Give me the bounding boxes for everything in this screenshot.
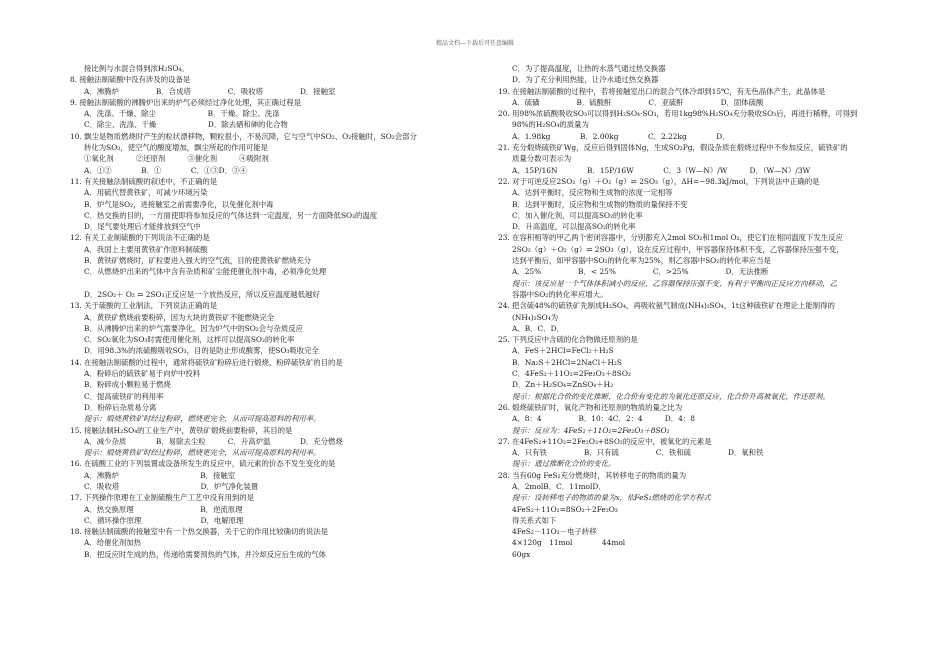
question-line: 18. 接触法制硫酸的接触室中有一个热交换器，关于它的作用比较确切的说法是	[70, 527, 328, 537]
text-line: C．循环操作原理 D．电解原理	[84, 515, 244, 525]
question-line: 9. 接触法制硫酸的沸腾炉出来的炉气必须经过净化处理，其正确过程是	[70, 97, 302, 107]
text-line: A．1.98kg B．2.00kg C．2.22kg D．	[512, 131, 730, 141]
text-line: C．为了提高温度，让热的水蒸气通过热交换器	[512, 64, 666, 73]
text-line: B．把反应时生成的热，传递给需要预热的气体，并冷却反应后生成的气体	[84, 549, 326, 559]
question-line: 28. 当有60g FeS₂充分燃烧时，其转移电子的物质的量为	[498, 470, 687, 480]
text-line: B．炉气是SO₂，进接触室之前需要净化，以免催化剂中毒	[84, 199, 274, 209]
text-line: A．热交换原理 B．逆流原理	[84, 504, 243, 514]
question-line: 14. 在接触法制硫酸的过程中，通常将硫铁矿粉碎后进行煅烧，粉碎硫铁矿的目的是	[70, 357, 343, 367]
text-line: A．①② B．① C．①③D．③④	[84, 165, 247, 175]
left-column	[70, 63, 495, 560]
text-line: A．洗涤、干燥、除尘 B．干燥、除尘、洗涤	[84, 109, 280, 119]
text-line: D．粉碎后杂质易分离	[84, 402, 157, 412]
text-line: A．给催化剂加热	[84, 538, 142, 548]
text-line: 容器中SO₂的转化率应增大。	[512, 289, 608, 299]
text-line: D．尾气要处理后才能排放到空气中	[84, 222, 201, 232]
question-line: 23. 在容积相等的甲乙两个密闭容器中，分别都充入2mol SO₂和1mol O₂，使它们在相同温度下发生反应	[498, 233, 844, 243]
text-line: 2SO₂（g）＋O₂（g）⇌ 2SO₃（g），设在反应过程中，甲容器保持体积不变，乙容器保持压强不变，	[512, 244, 844, 254]
question-line: 27. 在4FeS₂+11O₂=2Fe₂O₃+8SO₂的反应中，被氧化的元素是	[498, 436, 712, 446]
hint-line: 提示：通过推断化合价的变化。	[512, 459, 616, 469]
text-line: A．FeS＋2HCl=FeCl₂＋H₂S	[512, 346, 614, 356]
text-line: D．2SO₂＋ O₂ ⇌ 2SO₃正反应是一个放热反应，所以反应温度越低越好	[84, 289, 320, 299]
text-line: A．25% B．< 25% C．>25% D．无法推断	[512, 267, 769, 277]
text-line: B．达到平衡时，反应物和生成物的物质的量保持不变	[512, 199, 688, 209]
question-line: 15. 接触法制H₂SO₄的工业生产中，黄铁矿煅烧前要粉碎，其目的是	[70, 425, 293, 435]
text-line: 得关系式如下	[512, 515, 557, 525]
text-line: C．热交换的目的，一方面使即将参加反应的气体达到一定温度，另一方面降低SO₃的温度	[84, 210, 378, 220]
question-line: 12. 有关工业制硫酸的下列说法不正确的是	[70, 233, 210, 243]
text-line: C．4FeS₂＋11O₂=2Fe₂O₃＋8SO₂	[512, 369, 631, 379]
text-line: 转化为SO₃，使空气的酸度增加，飘尘所起的作用可能是	[84, 143, 269, 153]
question-line: 8. 接触法制硫酸中没有涉及的设备是	[70, 75, 191, 85]
text-line: C．提高硫铁矿的利用率	[84, 391, 164, 401]
text-line: C．从燃烧炉出来的气体中含有杂质和矿尘能使催化剂中毒，必须净化处理	[84, 267, 327, 277]
text-line: A．减少杂质 B．易除去尘粒 C．升高炉温 D．充分燃烧	[84, 436, 343, 446]
text-line: A．B．C．D．	[512, 323, 564, 333]
text-line: A．我国上主要用黄铁矿作原料制硫酸	[84, 244, 208, 254]
text-line: C．加入催化剂，可以提高SO₂的转化率	[512, 210, 643, 220]
text-line: 98%的H₂SO₄的质量为	[512, 120, 589, 130]
text-line: (NH₄)₂SO₄为	[512, 312, 559, 322]
text-line: ①氧化剂 ②还原剂 ③催化剂 ④吸附剂	[84, 154, 269, 164]
hint-line: 提示：该反应是一个气体体积减小的反应，乙容器保持压强不变，有利于平衡向正反应方向移动，乙	[512, 278, 838, 288]
text-line: D．为了充分利用热能，让冷水通过热交换器	[512, 75, 659, 85]
question-line: 16. 在硫酸工业的下列装置或设备所发生的反应中，硫元素的价态不发生变化的是	[70, 459, 336, 469]
question-line: 24. 把含硫48%的硫铁矿先制成H₂SO₄，再吸收氨气制成(NH₄)₂SO₄，1t这种硫铁矿在理论上能制得的	[498, 301, 835, 311]
text-line: C．除尘、洗涤、干燥 D．除去硒和砷的化合物	[84, 120, 288, 130]
text-line	[70, 278, 495, 289]
question-line: 22. 对于可逆反应2SO₂（g）＋O₂（g）⇌ 2SO₃（g），ΔH=−98.3kJ/mol，下列说法中正确的是	[498, 176, 820, 186]
text-line: 达到平衡后，如甲容器中SO₂的转化率为25%，则乙容器中SO₂的转化率应当是	[512, 256, 771, 266]
text-line: C．SO₂氧化为SO₃时需使用催化剂，这样可以提高SO₂的转化率	[84, 335, 295, 345]
text-line: A．2molB．C．11molD．	[512, 481, 606, 491]
question-line: 11. 有关接触法制硫酸的叙述中，不正确的是	[70, 176, 218, 186]
text-line: A．沸腾炉 B．合成塔 C．吸收塔 D．接触室	[84, 86, 336, 96]
text-line: 4FeS₂＋11O₂=8SO₂＋2Fe₂O₃	[512, 504, 618, 514]
text-line: A．粉碎后的硫铁矿易于向炉中投料	[84, 369, 201, 379]
hint-line: 提示：根据化合价的变化推断，化合价有变化的为氧化还原反应，化合价升高被氧化，作还原剂。	[512, 391, 830, 401]
question-line: 26. 煅烧硫铁矿时，氧化产物和还原剂的物质的量之比为	[498, 402, 683, 412]
text-line: B．从沸腾炉出来的炉气需要净化，因为炉气中的SO₂会与杂质反应	[84, 323, 304, 333]
hint-line: 提示：煅烧黄铁矿时经过粉碎，燃烧更完全，从而可提高原料的利用率。	[84, 448, 321, 458]
text-line: D．升高温度，可以提高SO₂的转化率	[512, 222, 636, 232]
question-line: 10. 飘尘是物质燃烧时产生的粒状漂移物，颗粒很小，不易沉降，它与空气中SO₂、O₂接触时，SO₂会部分	[70, 131, 417, 141]
text-line: 4FeS₂－11O₂－电子转移	[512, 527, 597, 537]
question-line: 20. 用98%浓硫酸吸收SO₃可以得到H₂SO₄·SO₃，若用1kg98%H₂SO₄充分吸收SO₃后，再进行稀释，可得到	[498, 109, 858, 119]
page-header: 精品文档---下载后可任意编辑	[435, 40, 515, 47]
text-line: A．沸腾炉 B．接触室	[84, 470, 236, 480]
hint-line: 提示：反应为：4FeS₂＋11O₂=2Fe₂O₃＋8SO₂	[512, 425, 670, 435]
text-line: B．黄铁矿燃烧时，矿粒要进入强大的空气流，目的使黄铁矿燃烧充分	[84, 256, 312, 266]
hint-line: 提示：设转移电子的物质的量为x，依FeS₂燃烧的化学方程式	[512, 493, 711, 503]
text-line: A．达到平衡时，反应物和生成物的浓度一定相等	[512, 188, 673, 198]
text-line: D．Zn＋H₂SO₄=ZnSO₄＋H₂	[512, 380, 614, 390]
right-column	[498, 63, 923, 560]
text-line: A．用硫代替黄铁矿，可减少环境污染	[84, 188, 208, 198]
text-line: 接比例与水混合得到浓H₂SO₄。	[84, 64, 189, 73]
question-line: 25. 下列反应中含硫的化合物做还原剂的是	[498, 335, 638, 345]
hint-line: 提示：煅烧黄铁矿时经过粉碎，燃烧更完全，从而可提高原料的利用率。	[84, 414, 321, 424]
text-line: A．8：4 B．10：4C．2：4 D．4：8	[512, 414, 695, 424]
question-line: 19. 在接触法制硫酸的过程中，若将接触室出口的混合气体冷却到15℃，有无色晶体产生，此晶体是	[498, 86, 826, 96]
question-line: 13. 关于硫酸的工业制法，下列说法正确的是	[70, 301, 218, 311]
text-line: B．粉碎成小颗粒易于燃烧	[84, 380, 171, 390]
text-line: D．用98.3%的浓硫酸吸收SO₃，目的是防止形成酸雾，使SO₃吸收完全	[84, 346, 319, 356]
text-line: 质量分数可表示为	[512, 154, 572, 164]
text-line: A．15P/16N B．15P/16W C．3（W—N）/W D．（W—N）/3W	[512, 165, 811, 175]
text-line: 4×120g 11mol 44mol	[512, 538, 626, 548]
text-line: C．吸收塔 D．炉气净化装置	[84, 481, 259, 491]
text-line: A．只有铁 B．只有硫 C．铁和硫 D．氧和铁	[512, 448, 764, 458]
text-line: 60gx	[512, 549, 531, 559]
text-line: A．硫磺 B．硫酸酐 C．亚硫酐 D．固体硫酸	[512, 97, 764, 107]
text-line: B．Na₂S＋2HCl=2NaCl＋H₂S	[512, 357, 622, 367]
question-line: 17. 下列操作原理在工业制硫酸生产工艺中没有用到的是	[70, 493, 255, 503]
text-line: A．黄铁矿燃烧前要粉碎，因为大块的黄铁矿不能燃烧完全	[84, 312, 275, 322]
question-line: 21. 充分煅烧硫铁矿Wg，反应后得到固体Ng，生成SO₂Pg，假设杂质在煅烧过程中不参加反应，硫铁矿的	[498, 143, 848, 153]
